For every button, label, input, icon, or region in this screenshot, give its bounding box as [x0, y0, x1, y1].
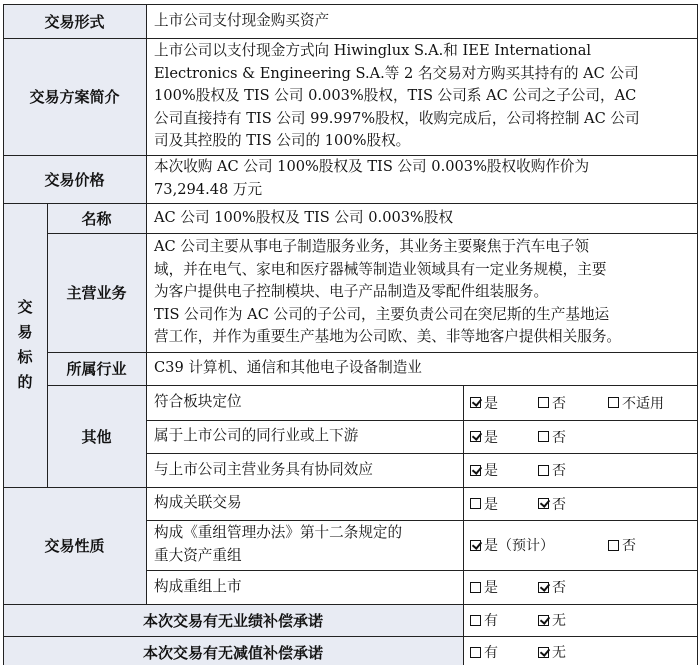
- nature-line: 重大资产重组: [154, 546, 242, 564]
- price-line: 本次收购 AC 公司 100%股权及 TIS 公司 0.003%股权收购作价为: [154, 158, 590, 175]
- checkbox-box: [538, 431, 549, 442]
- checkbox-box: [538, 582, 549, 593]
- label-impairment-compensation: 本次交易有无减值补偿承诺: [142, 643, 323, 662]
- nature-item-backdoor-listing: 构成重组上市: [154, 577, 242, 595]
- checkbox-box: [608, 540, 619, 551]
- checkbox-impairment-yes[interactable]: 有: [470, 636, 498, 668]
- other-item-synergy: 与上市公司主营业务具有协同效应: [154, 460, 373, 478]
- checkbox-box: [470, 647, 481, 658]
- label-transaction-nature: 交易性质: [44, 537, 105, 555]
- checkbox-related-yes[interactable]: 是: [470, 487, 498, 520]
- other-item-board-positioning: 符合板块定位: [154, 393, 242, 411]
- checkbox-synergy-no[interactable]: 否: [538, 453, 566, 487]
- main-business-text: [146, 233, 697, 352]
- checkbox-box: [470, 465, 481, 476]
- target-char: 易: [17, 323, 33, 341]
- checkbox-same-industry-yes[interactable]: 是: [470, 420, 498, 453]
- checkbox-box: [608, 397, 619, 408]
- checkbox-board-yes[interactable]: 是: [470, 385, 498, 420]
- transaction-plan-text: [146, 38, 697, 155]
- plan-line: 公司直接持有 TIS 公司 99.997%股权，收购完成后，公司将控制 AC 公司: [154, 109, 640, 127]
- business-line: 为客户提供电子控制模块、电子产品制造及零配件组装服务。: [154, 283, 549, 300]
- checkbox-related-no[interactable]: 否: [538, 487, 566, 520]
- checkbox-board-no[interactable]: 否: [538, 385, 566, 420]
- business-line: AC 公司主要从事电子制造服务业务，其业务主要聚焦于汽车电子领: [154, 238, 589, 255]
- label-name: 名称: [81, 209, 112, 228]
- checkbox-listing-yes[interactable]: 是: [470, 570, 498, 604]
- target-name-value: AC 公司 100%股权及 TIS 公司 0.003%股权: [154, 208, 454, 226]
- other-item-same-industry: 属于上市公司的同行业或上下游: [154, 427, 359, 445]
- checkbox-major-yes-expected[interactable]: 是（预计）: [470, 520, 554, 570]
- label-performance-compensation: 本次交易有无业绩补偿承诺: [142, 611, 323, 630]
- plan-line: Electronics & Engineering S.A.等 2 名交易对方购买其持有的 AC 公司: [154, 64, 639, 82]
- plan-line: 上市公司以支付现金方式向 Hiwinglux S.A.和 IEE International: [154, 42, 592, 59]
- target-char: 标: [17, 348, 33, 366]
- business-line: TIS 公司作为 AC 公司的子公司，主要负责公司在突尼斯的生产基地运: [154, 305, 610, 323]
- checkbox-same-industry-no[interactable]: 否: [538, 420, 566, 453]
- label-transaction-price: 交易价格: [44, 170, 105, 189]
- checkbox-box: [538, 615, 549, 626]
- checkbox-box: [538, 465, 549, 476]
- checkbox-box: [470, 615, 481, 626]
- industry-value: C39 计算机、通信和其他电子设备制造业: [154, 359, 422, 377]
- label-industry: 所属行业: [66, 360, 127, 378]
- label-transaction-form: 交易形式: [44, 12, 105, 31]
- checkbox-box: [470, 498, 481, 509]
- nature-line: 构成《重组管理办法》第十二条规定的: [154, 524, 403, 541]
- checkbox-performance-no[interactable]: 无: [538, 604, 566, 636]
- target-char: 交: [17, 298, 33, 316]
- transaction-form-value: 上市公司支付现金购买资产: [154, 11, 330, 29]
- checkbox-performance-yes[interactable]: 有: [470, 604, 498, 636]
- label-other: 其他: [81, 427, 112, 446]
- business-line: 域，并在电气、家电和医疗器械等制造业领域具有一定业务规模，主要: [154, 260, 607, 278]
- nature-item-related-party: 构成关联交易: [154, 494, 242, 512]
- checkbox-box: [538, 397, 549, 408]
- nature-item-major-restructuring: [146, 520, 463, 570]
- checkbox-synergy-yes[interactable]: 是: [470, 453, 498, 487]
- transaction-price-text: [146, 155, 697, 203]
- plan-line: 司及其控股的 TIS 公司的 100%股权。: [154, 132, 411, 149]
- price-line: 73,294.48 万元: [154, 180, 263, 198]
- checkbox-listing-no[interactable]: 否: [538, 570, 566, 604]
- checkbox-board-na[interactable]: 不适用: [608, 385, 664, 420]
- checkbox-box: [470, 582, 481, 593]
- checkbox-box: [538, 647, 549, 658]
- label-transaction-target: [3, 203, 47, 487]
- checkbox-box: [470, 397, 481, 408]
- checkbox-impairment-no[interactable]: 无: [538, 636, 566, 668]
- business-line: 营工作，并作为重要生产基地为公司欧、美、非等地客户提供相关服务。: [154, 328, 622, 345]
- checkbox-major-no[interactable]: 否: [608, 520, 636, 570]
- target-char: 的: [17, 373, 33, 391]
- plan-line: 100%股权及 TIS 公司 0.003%股权，TIS 公司系 AC 公司之子公司，AC: [154, 87, 637, 104]
- label-transaction-plan: 交易方案简介: [29, 88, 120, 106]
- checkbox-box: [470, 540, 481, 551]
- checkbox-box: [470, 431, 481, 442]
- label-main-business: 主营业务: [66, 284, 127, 302]
- checkbox-box: [538, 498, 549, 509]
